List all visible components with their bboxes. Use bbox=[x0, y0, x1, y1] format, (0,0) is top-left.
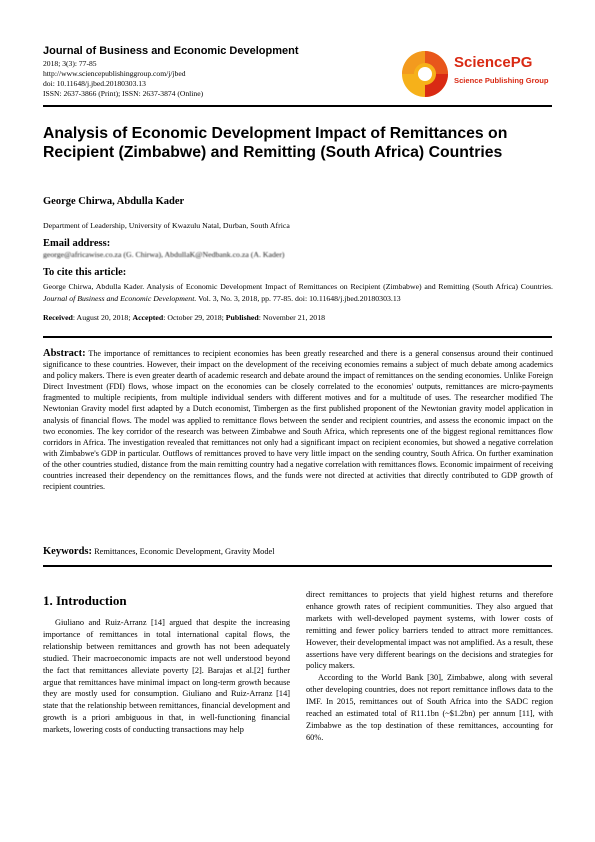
journal-issn: ISSN: 2637-3866 (Print); ISSN: 2637-3874 (Online) bbox=[43, 89, 204, 98]
journal-meta bbox=[43, 59, 203, 99]
citation-details: Vol. 3, No. 3, 2018, pp. 77-85. doi: 10.11648/j.jbed.20180303.13 bbox=[198, 293, 401, 303]
left-column bbox=[43, 617, 290, 736]
keywords-label: Keywords: bbox=[43, 546, 92, 557]
citation-journal: Journal of Business and Economic Development. bbox=[43, 293, 197, 303]
right-column bbox=[306, 589, 553, 744]
header-rule bbox=[43, 105, 552, 107]
published-date: : November 21, 2018 bbox=[258, 313, 325, 322]
paper-affiliation: Department of Leadership, University of Kwazulu Natal, Durban, South Africa bbox=[43, 221, 290, 230]
journal-url[interactable]: http://www.sciencepublishinggroup.com/j/jbed bbox=[43, 69, 186, 78]
dates-line bbox=[43, 313, 325, 322]
journal-doi[interactable]: doi: 10.11648/j.jbed.20180303.13 bbox=[43, 79, 146, 88]
journal-name: Journal of Business and Economic Development bbox=[43, 45, 299, 57]
keywords bbox=[43, 546, 275, 557]
logo-name: SciencePG bbox=[454, 54, 533, 71]
abstract-label: Abstract: bbox=[43, 348, 86, 359]
accepted-date: : October 29, 2018; bbox=[163, 313, 224, 322]
email-heading: Email address: bbox=[43, 238, 111, 249]
published-label: Published bbox=[225, 313, 259, 322]
logo-swirl-icon bbox=[400, 49, 450, 99]
citation bbox=[43, 281, 553, 305]
paper-authors: George Chirwa, Abdulla Kader bbox=[43, 196, 185, 207]
accepted-label: Accepted bbox=[132, 313, 164, 322]
citation-text: George Chirwa, Abdulla Kader. Analysis of Economic Development Impact of Remittances on Recipient (Zimbabwe) and Remitting (South Africa) Countries. bbox=[43, 282, 553, 291]
received-label: Received bbox=[43, 313, 73, 322]
received-date: : August 20, 2018; bbox=[72, 313, 131, 322]
logo-subtitle: Science Publishing Group bbox=[454, 76, 549, 85]
abstract-top-rule bbox=[43, 336, 552, 338]
right-paragraph-2: According to the World Bank [30], Zimbabwe, along with several other developing countries, does not report remittance inflows data to the IMF. In 2015, remittances out of South Africa into the SADC region reached an estimated total of R11.1bn (~$1.2bn) per annum [11], with Zimbabwe as the top destination of these remittances, accounting for 60%. bbox=[306, 673, 553, 742]
section-heading: 1. Introduction bbox=[43, 593, 127, 608]
abstract-text: The importance of remittances to recipient economies has been greatly researched and there is a general consensus around their continued significance to these countries. However, their impact on the development of the receiving economies remains a subject of much debate among academics and policy makers. There is even greater dearth of academic research and debate around the impact of remittances on the sending economies. Unlike Foreign Direct Investment (FDI) flows, whose impact on the economies can be closely correlated to the economies' outputs, remittances are micro-payments fragmented to multiple recipients, from multiple individual senders with different motives and for a multitude of uses. The researcher modified The Newtonian Gravity model first adapted by a Dutch economist, Timbergen as the first published proponent of the Newtonian gravity model application in analysis of financial flows. The model was applied to remittance flows between the sender and recipient countries, and assess the economic impact on the two economies. The key corridor of the research was between Zimbabwe and South Africa, which represents one of the biggest regional remittances flow corridors in Africa. The investigation revealed that remittances not only had a significant impact on recipient economies, but showed a negative correlation with Zimbabwe's GDP in particular. Outflows of remittances proved to have very little impact on the sending country, South Africa. On further examination of the other countries studied, distance from the main remitting country had a negative correlation with remittances flows. Economic impairment of receiving countries increased their dependency on the remittances flows, and the funds were not directed at activities that directly contributed to GDP growth of recipient countries. bbox=[43, 349, 553, 492]
keywords-text: Remittances, Economic Development, Gravity Model bbox=[94, 547, 275, 556]
keywords-bottom-rule bbox=[43, 565, 552, 567]
abstract bbox=[43, 348, 553, 492]
email-addresses[interactable]: george@africawise.co.za (G. Chirwa), AbdullaK@Nedbank.co.za (A. Kader) bbox=[43, 250, 285, 259]
publisher-logo bbox=[400, 49, 555, 99]
cite-heading: To cite this article: bbox=[43, 267, 127, 278]
journal-issue: 2018; 3(3): 77-85 bbox=[43, 59, 97, 68]
left-paragraph: Giuliano and Ruiz-Arranz [14] argued that despite the increasing importance of remittances in total international capital flows, the relationship between remittances and growth has not been adequately studied. Their macroeconomic impacts are not well understood beyond the fact that remittances alleviate poverty [2]. Barajas et al.[2] further argue that remittances have minimal impact on long-term growth because they are mostly used for consumption. Giuliano and Ruiz-Arranz [14] state that the relationship between remittances, financial development and growth is a priori ambiguous in that, in well-functioning financial markets, lowering costs of conducting transactions may help bbox=[43, 618, 290, 735]
right-paragraph-1: direct remittances to projects that yield highest returns and therefore enhance growth rates of recipient communities. They also argued that markets with well-developed payment systems, with lower costs of remitting and fewer policy barriers tended to attract more remittances. However, their developmental impact was not amplified. As a result, these assertions have very different bearings on the decisions and strategies for policy makers. bbox=[306, 590, 553, 671]
paper-title: Analysis of Economic Development Impact of Remittances on Recipient (Zimbabwe) and Remitting (South Africa) Countries bbox=[43, 125, 508, 161]
